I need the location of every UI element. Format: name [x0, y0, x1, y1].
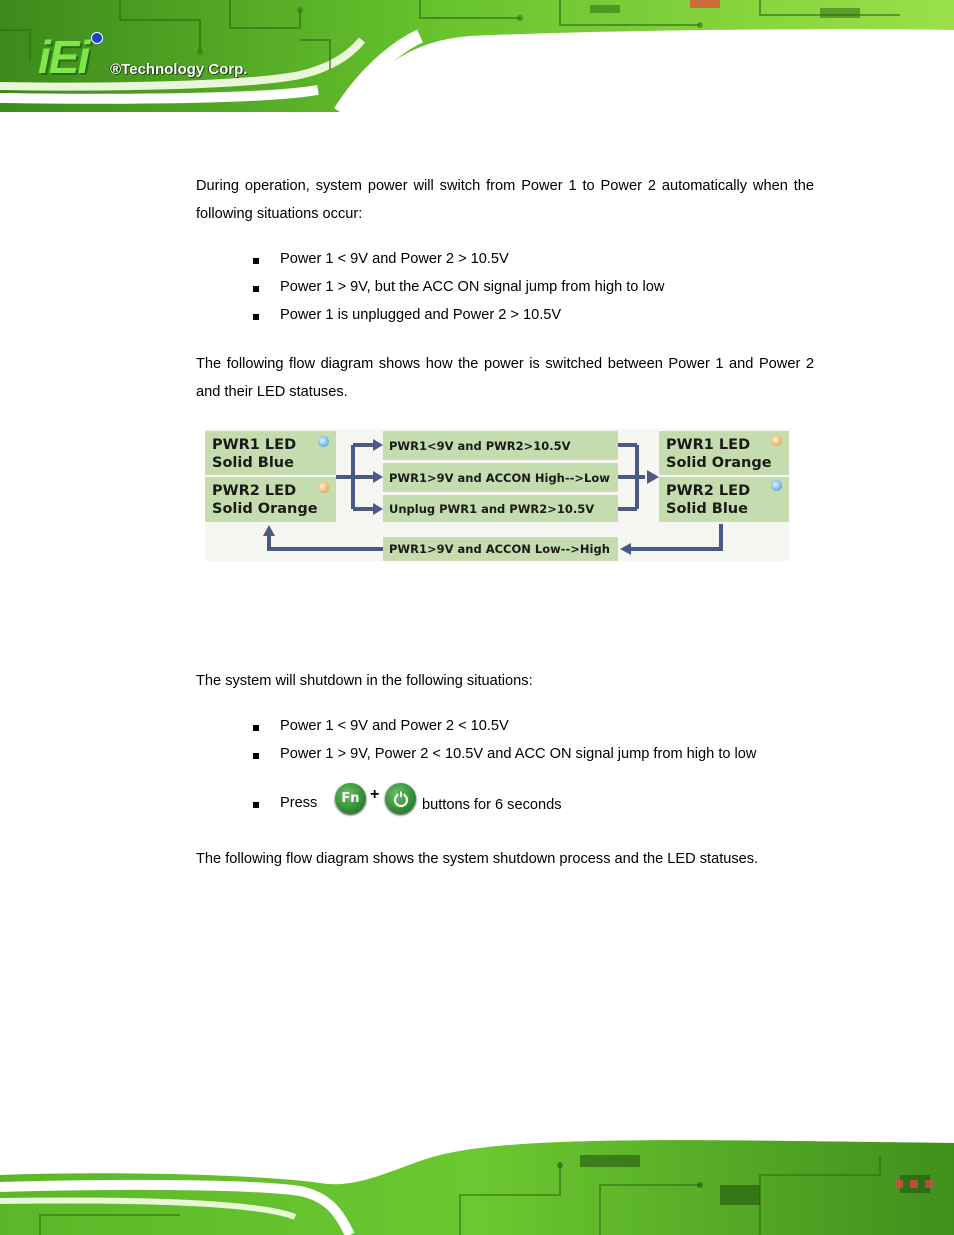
press-label: Press [280, 795, 318, 811]
logo-text: ®Technology Corp. [110, 61, 248, 78]
pcb-footer-art [0, 1125, 954, 1235]
led-state: Solid Orange [666, 455, 772, 471]
press-suffix: buttons for 6 seconds [422, 797, 562, 813]
condition-label: Unplug PWR1 and PWR2>10.5V [389, 501, 595, 516]
bullet-icon [253, 314, 259, 320]
list-item-text: Power 1 < 9V and Power 2 > 10.5V [280, 251, 509, 267]
power-icon [392, 790, 410, 808]
condition-label: PWR1<9V and PWR2>10.5V [389, 438, 571, 453]
page-header [0, 0, 954, 112]
fn-key-icon [335, 783, 366, 814]
bullet-icon [253, 753, 259, 759]
power-key-icon [385, 783, 416, 814]
led-state: Solid Blue [666, 501, 748, 517]
list-item-text: Power 1 > 9V, but the ACC ON signal jump from high to low [280, 279, 665, 295]
diagram-intro-paragraph: The following flow diagram shows how the power is switched between Power 1 and Power 2 and their LED statuses. [196, 356, 814, 400]
shutdown-intro-paragraph: The system will shutdown in the following situations: [196, 673, 533, 689]
power-switch-flow-diagram [205, 429, 790, 561]
led-title: PWR1 LED [666, 437, 751, 453]
led-title: PWR2 LED [666, 483, 751, 499]
pcb-header-art [0, 0, 954, 112]
bullet-icon [253, 802, 259, 808]
logo-dot-icon [91, 32, 103, 44]
diagram-intro-block [196, 350, 814, 406]
plus-sign: + [370, 786, 380, 803]
bullet-icon [253, 286, 259, 292]
shutdown-intro-block [196, 667, 814, 695]
page-footer [0, 1125, 954, 1235]
condition-label: PWR1>9V and ACCON Low-->High [389, 542, 610, 556]
led-state: Solid Blue [212, 455, 294, 471]
led-state: Solid Orange [212, 501, 318, 517]
led-title: PWR2 LED [212, 483, 297, 499]
shutdown-diagram-intro-paragraph: The following flow diagram shows the system shutdown process and the LED statuses. [196, 851, 759, 867]
list-item-text: Power 1 < 9V and Power 2 < 10.5V [280, 718, 509, 734]
diagram-arrows [205, 429, 790, 561]
led-title: PWR1 LED [212, 437, 297, 453]
bullet-icon [253, 258, 259, 264]
condition-label: PWR1>9V and ACCON High-->Low [389, 470, 610, 485]
bullet-icon [253, 725, 259, 731]
list-item-text: Power 1 > 9V, Power 2 < 10.5V and ACC ON signal jump from high to low [280, 746, 757, 762]
shutdown-diagram-intro-block [196, 845, 814, 873]
list-item-text: Power 1 is unplugged and Power 2 > 10.5V [280, 307, 562, 323]
intro-paragraph-block [196, 172, 814, 228]
fn-key-label: Fn [341, 791, 360, 806]
logo-mark: iEi [38, 31, 89, 83]
intro-paragraph: During operation, system power will switch from Power 1 to Power 2 automatically when the following situations occur: [196, 178, 814, 222]
